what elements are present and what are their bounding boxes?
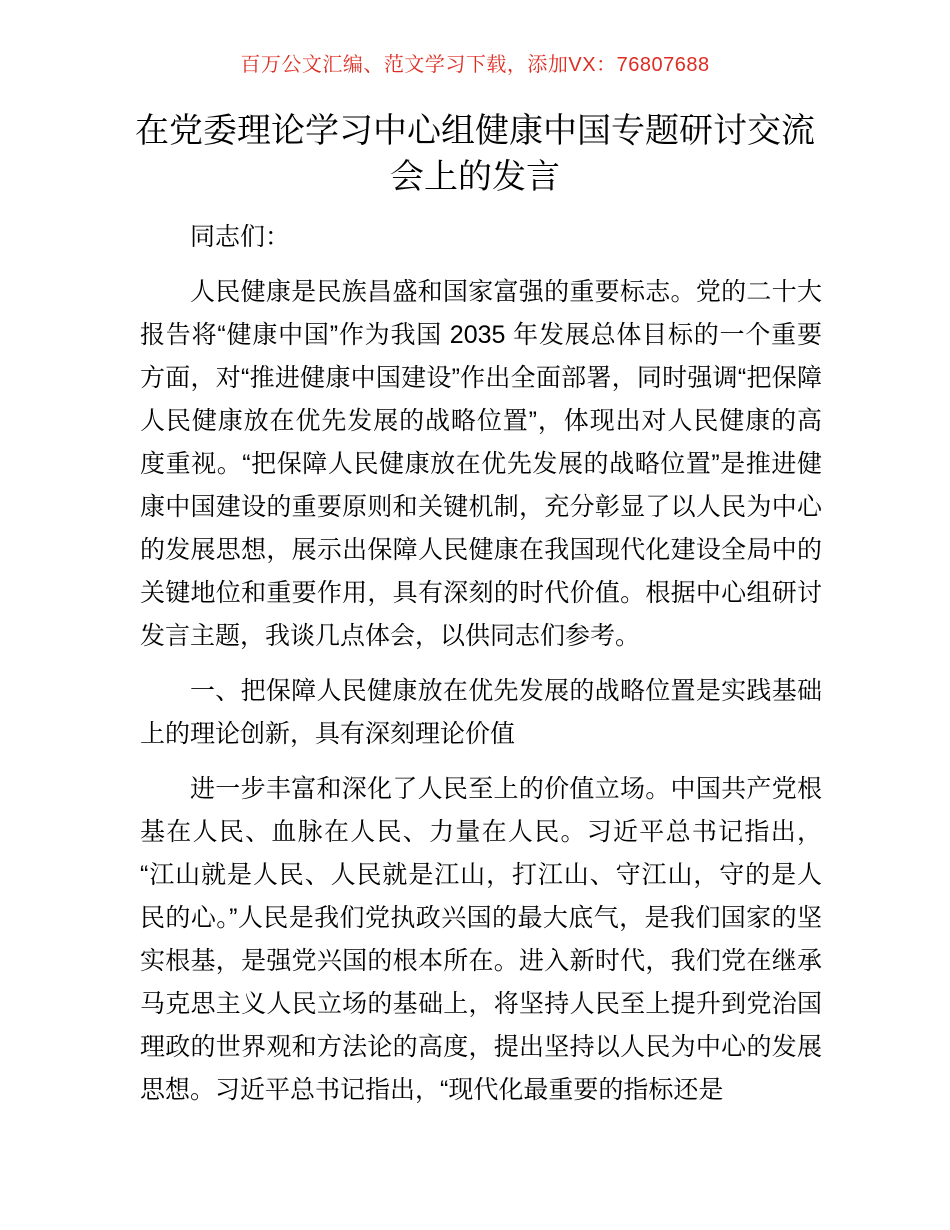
paragraph: 人民健康是民族昌盛和国家富强的重要标志。党的二十大报告将“健康中国”作为我国 2035 年发展总体目标的一个重要方面，对“推进健康中国建设”作出全面部署，同时强调“把保障人民健康放在优先发展的战略位置”，体现出对人民健康的高度重视。“把保障人民健康放在优先发展的战略位置”是推进健康中国建设的重要原则和关键机制，充分彰显了以人民为中心的发展思想，展示出保障人民健康在我国现代化建设全局中的关键地位和重要作用，具有深刻的时代价值。根据中心组研讨发言主题，我谈几点体会，以供同志们参考。 <box>140 278 822 650</box>
document-body <box>140 216 822 1112</box>
paragraph: 同志们： <box>190 223 291 251</box>
watermark-text: 百万公文汇编、范文学习下载，添加VX：76807688 <box>240 54 710 76</box>
document-title: 在党委理论学习中心组健康中国专题研讨交流会上的发言 <box>135 112 815 196</box>
paragraph: 进一步丰富和深化了人民至上的价值立场。中国共产党根基在人民、血脉在人民、力量在人民。习近平总书记指出，“江山就是人民、人民就是江山，打江山、守江山，守的是人民的心。”人民是我们党执政兴国的最大底气，是我们国家的坚实根基，是强党兴国的根本所在。进入新时代，我们党在继承马克思主义人民立场的基础上，将坚持人民至上提升到党治国理政的世界观和方法论的高度，提出坚持以人民为中心的发展思想。习近平总书记指出，“现代化最重要的指标还是 <box>140 775 822 1104</box>
section-heading: 一、把保障人民健康放在优先发展的战略位置是实践基础上的理论创新，具有深刻理论价值 <box>140 677 822 748</box>
